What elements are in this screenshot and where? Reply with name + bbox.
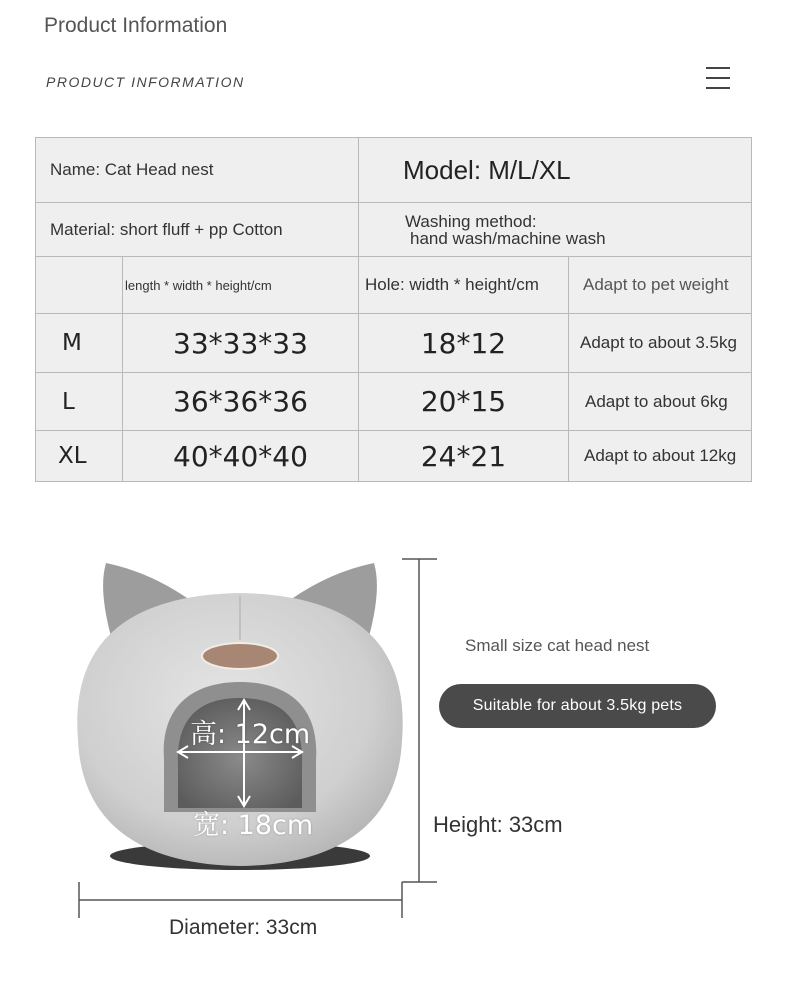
suitable-badge: Suitable for about 3.5kg pets (439, 684, 716, 728)
dims-cell: 33*33*33 (123, 314, 359, 373)
diameter-label: Diameter: 33cm (169, 916, 318, 939)
page-title: Product Information (44, 14, 228, 37)
size-cell: L (36, 373, 123, 431)
size-cell: XL (36, 431, 123, 482)
dims-cell: 36*36*36 (123, 373, 359, 431)
column-header: Adapt to pet weight (569, 257, 752, 314)
small-size-label: Small size cat head nest (465, 636, 650, 655)
adapt-cell: Adapt to about 12kg (569, 431, 752, 482)
adapt-cell: Adapt to about 3.5kg (569, 314, 752, 373)
hole-cell: 18*12 (359, 314, 569, 373)
hole-width-label: 宽: 18cm (193, 810, 314, 841)
column-header: Hole: width * height/cm (359, 257, 569, 314)
brand-badge (202, 643, 278, 669)
hole-cell: 24*21 (359, 431, 569, 482)
model-cell: Model: M/L/XL (359, 138, 752, 203)
column-header: length * width * height/cm (123, 257, 359, 314)
washing-label: Washing method: (405, 211, 537, 231)
dims-cell: 40*40*40 (123, 431, 359, 482)
hole-cell: 20*15 (359, 373, 569, 431)
washing-value: hand wash/machine wash (410, 228, 606, 248)
material-cell: Material: short fluff + pp Cotton (36, 203, 359, 257)
name-cell: Name: Cat Head nest (36, 138, 359, 203)
hole-height-label: 高: 12cm (190, 719, 311, 750)
adapt-cell: Adapt to about 6kg (569, 373, 752, 431)
height-label: Height: 33cm (433, 812, 563, 837)
size-cell: M (36, 314, 123, 373)
page-subtitle: PRODUCT INFORMATION (46, 74, 245, 90)
